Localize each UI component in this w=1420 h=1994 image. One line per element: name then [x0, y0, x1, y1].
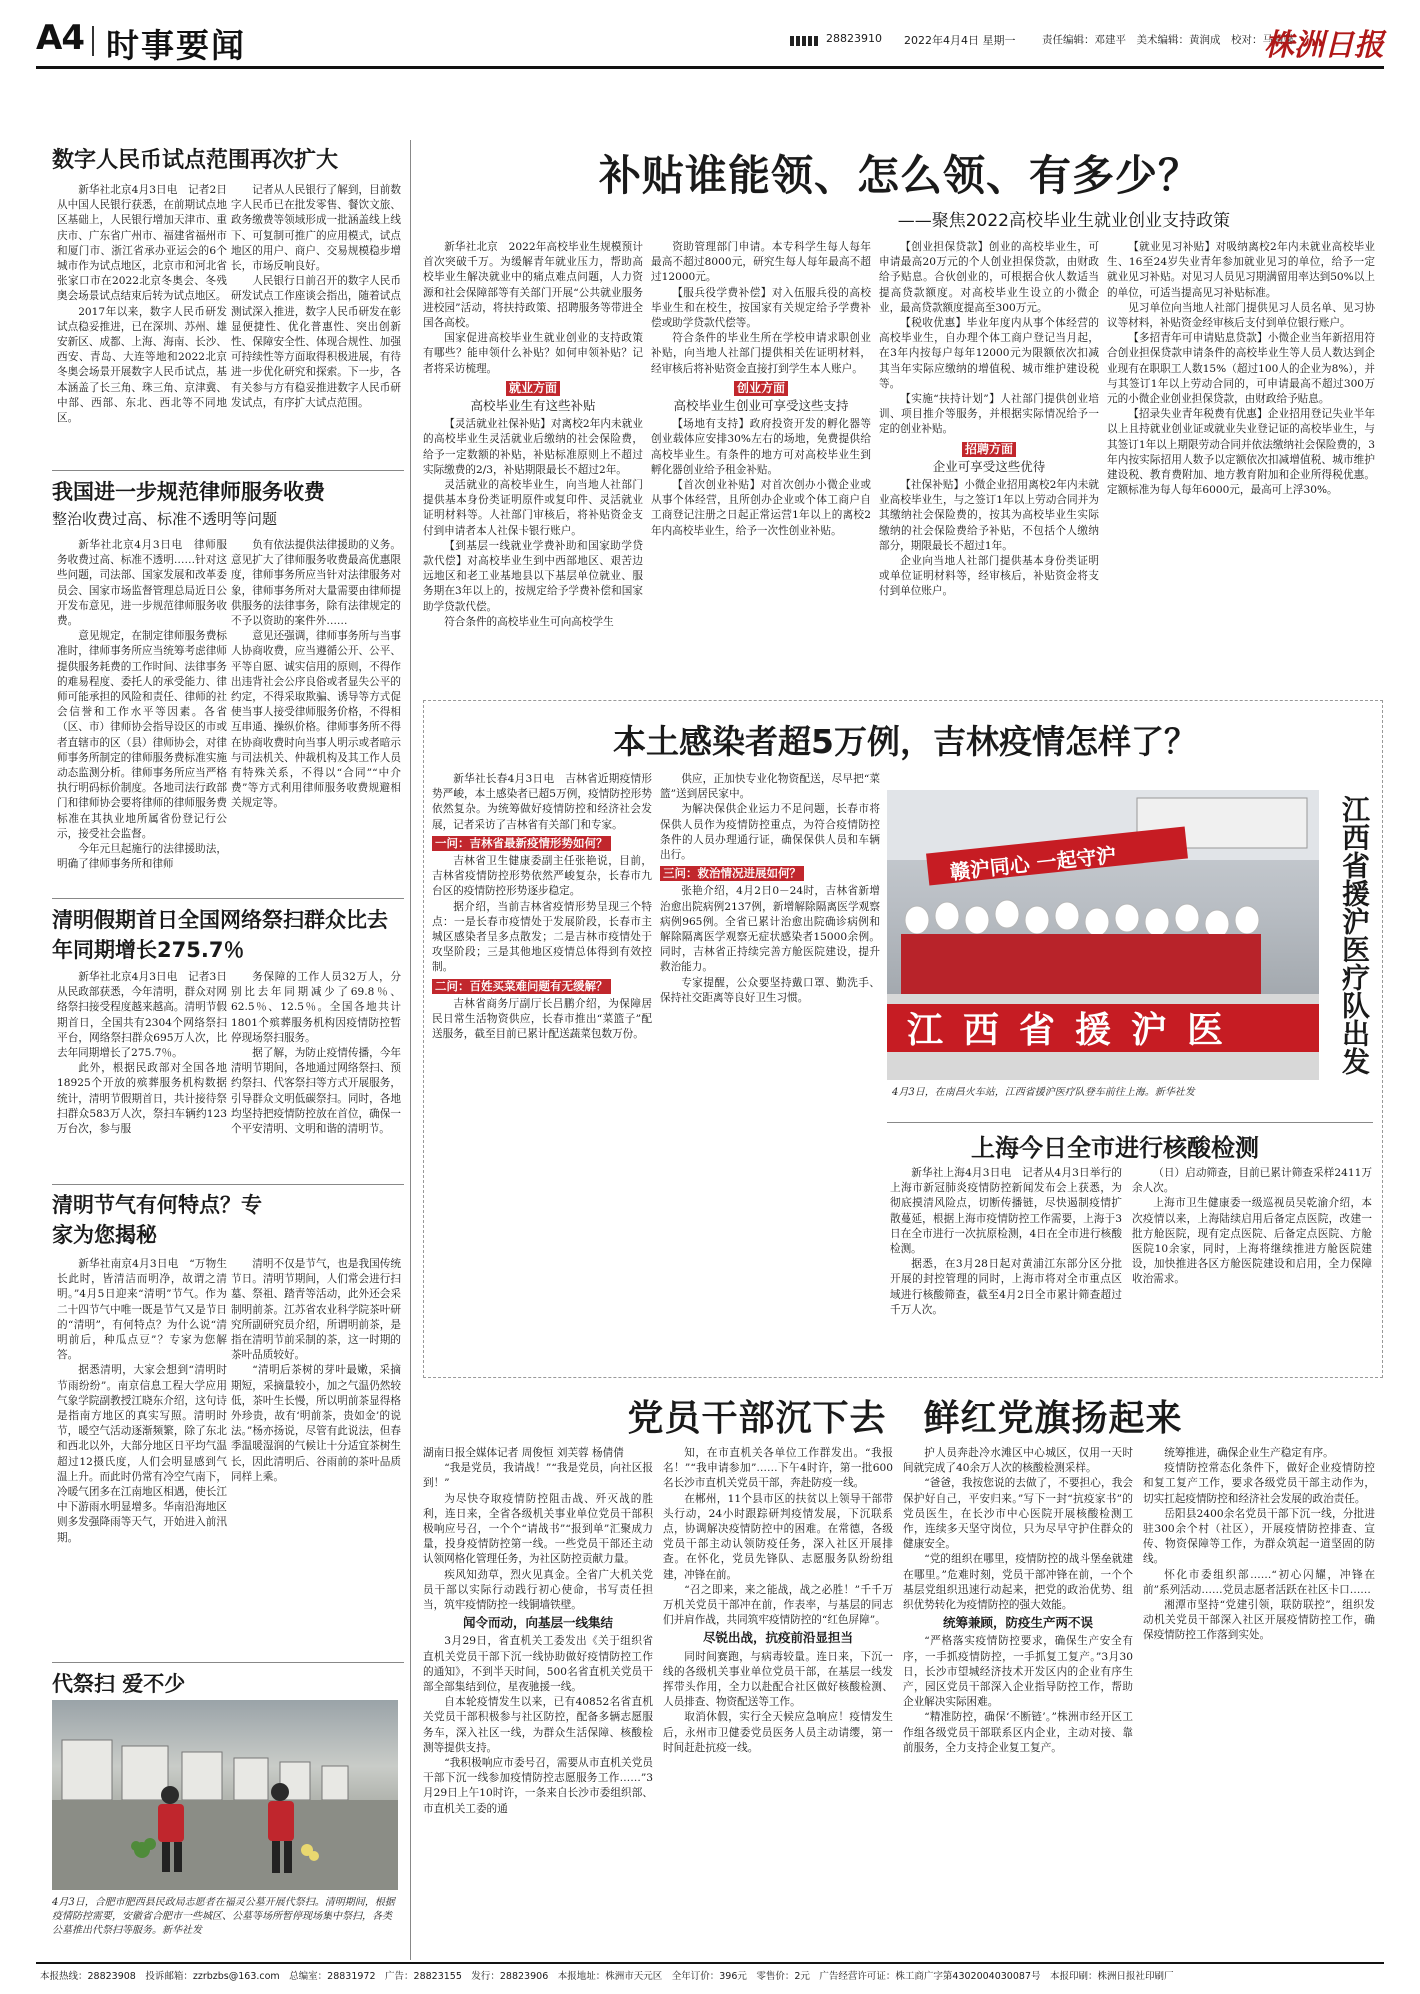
- jilin-paragraph: 据介绍，当前吉林省疫情形势呈现三个特点：一是长春市疫情处于发展阶段，长春市主城区感染者呈多点散发；二是吉林市疫情处于攻坚阶段；三是其他地区疫情总体得到有效控制。: [432, 900, 652, 974]
- rmb-paragraph: 记者从人民银行了解到，目前数字人民币已在批发零售、餐饮文旅、政务缴费等领域形成一批涵盖线上线下、可复制可推广的应用模式，试点地区的用户、商户、交易规模稳步增长，市场反响良好。: [231, 184, 401, 273]
- party-byline: 湖南日报全媒体记者 周俊恒 刘芙蓉 杨倩倩: [423, 1447, 624, 1459]
- qingming-col1: [57, 970, 227, 1180]
- jilin-paragraph: 张艳介绍，4月2日0－24时，吉林省新增治愈出院病例2137例，新增解除隔离医学观察病例965例。全省已累计治愈出院确诊病例和解除隔离医学观察无症状感染者15000余例。同时，吉林省正持续完善方舱医院建设，提升救治能力。: [660, 885, 880, 974]
- subsidy-tag: [651, 381, 871, 396]
- party-paragraph: “我是党员，我请战！”“我是党员，向社区报到！”: [423, 1462, 653, 1490]
- subsidy-paragraph: 【灵活就业社保补贴】对离校2年内未就业的高校毕业生灵活就业后缴纳的社会保险费，给予一定数额的补贴，补贴标准原则上不超过实际缴费的2/3，补贴期限最长不超过2年。: [423, 418, 643, 476]
- medical-team-illustration: [887, 790, 1319, 1080]
- jieqi-paragraph: 新华社南京4月3日电 “万物生长此时，皆清洁而明净，故谓之清明。”4月5日迎来“清明”节气。作为二十四节气中唯一既是节气又是节日的“清明”，有何特点？为什么说“清明前后，种瓜点豆”？专家为您解答。: [57, 1258, 227, 1362]
- divider: [52, 1662, 404, 1663]
- subsidy-subtitle: ——聚焦2022高校毕业生就业创业支持政策: [897, 211, 1230, 231]
- party-subhead: 统筹兼顾，防疫生产两不误: [942, 1615, 1093, 1631]
- party-paragraph: 怀化市委组织部……“初心闪耀，冲锋在前”系列活动……党员志愿者活跃在社区卡口……: [1143, 1568, 1375, 1596]
- shanghai-paragraph: 上海市卫生健康委一级巡视员吴乾渝介绍，本次疫情以来，上海陆续启用后备定点医院，改建一批方舱医院，现有定点医院、后备定点医院、方舱医院10余家，同时，上海将继续推进方舱医院建设，加快推进各区方舱医院建设和启用，全力保障收治需求。: [1132, 1197, 1372, 1286]
- party-paragraph: 统筹推进，确保企业生产稳定有序。: [1164, 1447, 1334, 1459]
- header-bar-mark: [790, 36, 820, 46]
- footer-rule: [36, 1962, 1384, 1964]
- subsidy-paragraph: 【创业担保贷款】创业的高校毕业生，可申请最高20万元的个人创业担保贷款，由财政给予贴息。合伙创业的，可根据合伙人数适当提高贷款额度。对高校毕业生设立的小微企业，最高贷款额度提高至300万元。: [879, 241, 1099, 314]
- rmb-paragraph: 新华社北京4月3日电 记者2日从中国人民银行获悉，在前期试点地区基础上，人民银行增加天津市、重庆市、广东省广州市、福建省福州市和厦门市、浙江省承办亚运会的6个城市作为试点地区，北京市和河北省张家口市在2022北京冬奥会、冬残奥会场景试点结束后转为试点地区。: [57, 184, 227, 303]
- medical-team-photo: [887, 790, 1319, 1080]
- jilin-col2: [660, 772, 880, 1370]
- header-phone: 28823910: [826, 32, 882, 45]
- party-paragraph: 疾风知劲草，烈火见真金。全省广大机关党员干部以实际行动践行初心使命，书写责任担当，筑牢疫情防控一线铜墙铁壁。: [423, 1568, 653, 1612]
- header-editors: 责任编辑：邓建平 美术编辑：黄润成 校对：马婧馨: [1042, 34, 1294, 46]
- subsidy-paragraph: 【场地有支持】政府投资开发的孵化器等创业载体应安排30%左右的场地，免费提供给高校毕业生。有条件的地方可对高校毕业生到孵化器创业给予租金补贴。: [651, 418, 871, 476]
- party-paragraph: “精准防控，确保‘不断链’。”株洲市经开区工作组各级党员干部联系区内企业，主动对接、靠前服务，全力支持企业复工复产。: [903, 1711, 1133, 1754]
- subsidy-col1: [423, 240, 643, 680]
- shanghai-paragraph: 新华社上海4月3日电 记者从4月3日举行的上海市新冠肺炎疫情防控新闻发布会上获悉，为彻底摸清风险点，切断传播链，尽快遏制疫情扩散蔓延，根据上海市疫情防控工作需要，上海于3日在全市进行一次抗原检测，4日在全市进行核酸检测。: [890, 1167, 1122, 1256]
- party-subhead: 闻令而动，向基层一线集结: [462, 1615, 613, 1631]
- rmb-title: 数字人民币试点范围再次扩大: [52, 148, 339, 173]
- jilin-title: 本土感染者超5万例，吉林疫情怎样了？: [613, 722, 1197, 761]
- party-paragraph: “严格落实疫情防控要求，确保生产安全有序，一手抓疫情防控，一手抓复工复产。”3月30日，长沙市望城经济技术开发区内的企业有序生产，园区党员干部深入企业指导防控工作，帮助企业解决实际困难。: [903, 1635, 1133, 1709]
- lawyer-paragraph: 新华社北京4月3日电 律师服务收费过高、标准不透明……针对这些问题，司法部、国家发展和改革委员会、国家市场监督管理总局近日公开发布意见，进一步规范律师服务收费。: [57, 539, 227, 628]
- footer-info: 本报热线：28823908 投诉邮箱：zzrbzbs@163.com 总编室：28831972 广告：28823155 发行：28823906 本报地址：株洲市天元区 全年订价：396元 零售价：2元 广告经营许可证：株工商广字第4302004030087号 本报印刷：株洲日报社印刷厂: [40, 1971, 1174, 1982]
- subsidy-paragraph: 灵活就业的高校毕业生，向当地人社部门提供基本身份类证明原件或复印件、灵活就业证明材料等。人社部门审核后，将补贴资金支付到申请者本人社保卡银行账户。: [423, 479, 643, 537]
- party-col4: [1143, 1446, 1375, 1952]
- subsidy-paragraph: 【就业见习补贴】对吸纳离校2年内未就业高校毕业生、16至24岁失业青年参加就业见习的单位，给予一定就业见习补贴。对见习人员见习期满留用率达到50%以上的单位，可适当提高见习补贴标准。: [1107, 241, 1375, 299]
- subsidy-subhead: 高校毕业生有这些补贴: [470, 398, 596, 414]
- question-tag: 一问：吉林省最新疫情形势如何？: [432, 836, 611, 851]
- lawyer-paragraph: 意见还强调，律师事务所与当事人协商收费，应当遵循公开、公平、平等自愿、诚实信用的原则，不得作出违背社会公序良俗或者显失公平的约定，不得采取欺骗、诱导等方式促使当事人接受律师服务价格，不得相互串通、操纵价格。律师事务所不得在协商收费时向当事人明示或者暗示与司法机关、仲裁机构及其工作人员有特殊关系，不得以“合同”“中介费”等方式利用律师服务收费规避相关规定等。: [231, 630, 401, 810]
- lawyer-col1: [57, 538, 227, 893]
- subsidy-subhead: 高校毕业生创业可享受这些支持: [673, 398, 849, 414]
- daiji-caption: 4月3日，合肥市肥西县民政局志愿者在福灵公墓开展代祭扫。清明期间，根据疫情防控需要，安徽省合肥市一些城区、公墓等场所暂停现场集中祭扫，各类公墓推出代祭扫等服务。新华社发: [52, 1897, 395, 1936]
- jilin-question: [432, 836, 652, 851]
- party-paragraph: 疫情防控常态化条件下，做好企业疫情防控和复工复产工作，要求各级党员干部主动作为，切实扛起疫情防控和经济社会发展的政治责任。: [1143, 1462, 1375, 1505]
- question-tag: 二问：百姓买菜难问题有无缓解？: [432, 979, 611, 994]
- party-paragraph: 知，在市直机关各单位工作群发出。“我报名！”“我申请参加”……下午4时许，第一批600名长沙市直机关党员干部，奔赴防疫一线。: [663, 1447, 893, 1490]
- party-paragraph: 自本轮疫情发生以来，已有40852名省直机关党员干部积极参与社区防控，配备多辆志愿服务车，深入社区一线，为群众生活保障、核酸检测等提供支持。: [423, 1696, 653, 1754]
- jieqi-paragraph: 清明不仅是节气，也是我国传统节日。清明节期间，人们常会进行扫墓、祭祖、踏青等活动，此外还会采制明前茶。江苏省农业科学院茶叶研究所副研究员介绍，所谓明前茶，是指在清明节前采制的茶，这一时期的茶叶品质较好。: [231, 1258, 401, 1362]
- lawyer-col2: [231, 538, 401, 893]
- divider: [52, 1184, 404, 1185]
- divider: [887, 1122, 1373, 1123]
- party-paragraph: 护人员奔赴冷水滩区中心城区，仅用一天时间就完成了40余万人次的核酸检测采样。: [903, 1447, 1133, 1475]
- jieqi-title: 清明节气有何特点？专家为您揭秘: [52, 1193, 262, 1247]
- jilin-paragraph: 吉林省卫生健康委副主任张艳说，目前，吉林省疫情防控形势依然严峻复杂，长春市九台区的疫情防控形势逐步稳定。: [432, 855, 652, 898]
- jilin-question: [660, 866, 880, 881]
- party-paragraph: 岳阳县2400余名党员干部下沉一线，分批进驻300余个村（社区），开展疫情防控排查、宣传、物资保障等工作，为群众筑起一道坚固的防线。: [1143, 1507, 1375, 1566]
- page-number: A4: [36, 18, 84, 58]
- shanghai-col2: [1132, 1166, 1372, 1371]
- banner-text: 赣沪同心 一起守沪: [948, 842, 1118, 885]
- section-tag: 招聘方面: [962, 442, 1016, 457]
- shanghai-col1: [890, 1166, 1122, 1371]
- subsidy-paragraph: 资助管理部门申请。本专科学生每人每年最高不超过8000元，研究生每人每年最高不超过12000元。: [651, 241, 871, 284]
- subsidy-tag: [423, 381, 643, 396]
- question-tag: 三问：救治情况进展如何？: [660, 866, 804, 881]
- jieqi-paragraph: 据悉清明，大家会想到“清明时节雨纷纷”。南京信息工程大学应用气象学院副教授江晓东介绍，这句诗是指南方地区的真实写照。清明时节，暖空气活动逐渐频繁，除了东北和西北以外，大部分地区日平均气温超过12摄氏度，人们会明显感到气温上升。而此时仍常有冷空气南下，冷暖气团多在江南地区相遇，使长江中下游雨水明显增多。华南沿海地区则多发强降雨等天气，开始进入前汛期。: [57, 1364, 227, 1544]
- subsidy-paragraph: 符合条件的毕业生所在学校申请求职创业补贴，向当地人社部门提供相关佐证明材料，经审核后将补贴资金直接打到学生本人账户。: [651, 332, 871, 375]
- subsidy-paragraph: 【多招青年可申请贴息贷款】小微企业当年新招用符合创业担保贷款申请条件的高校毕业生等人员人数达到企业现有在职职工人数15%（超过100人的企业为8%），并与其签订1年以上劳动合同的，可申请最高不超过300万元的小微企业创业担保贷款，由财政给予贴息。: [1107, 332, 1375, 406]
- header-date: 2022年4月4日 星期一: [904, 34, 1016, 47]
- subsidy-paragraph: 【税收优惠】毕业年度内从事个体经营的高校毕业生，自办理个体工商户登记当月起，在3年内按每户每年12000元为限额依次扣减其当年实际应缴纳的增值税、城市维护建设税等。: [879, 317, 1099, 390]
- lawyer-paragraph: 负有依法提供法律援助的义务。意见扩大了律师服务收费最高优惠限度，律师事务所应当针对法律服务对象，律师事务所对大量需要由律师提供服务的法律事务，除有法律规定的不予以资助的案件外……: [231, 539, 401, 628]
- party-paragraph: “党的组织在哪里，疫情防控的战斗堡垒就建在哪里。”危难时刻，党员干部冲锋在前，一个个基层党组织迅速行动起来，把党的政治优势、组织优势转化为疫情防控的强大效能。: [903, 1553, 1133, 1612]
- shanghai-paragraph: 据悉，在3月28日起对黄浦江东部分区分批开展的封控管理的同时，上海市将对全市重点区域进行核酸筛查，截至4月2日全市累计筛查超过千万人次。: [890, 1258, 1122, 1316]
- party-col3: [903, 1446, 1133, 1952]
- qingming-col2: [231, 970, 401, 1180]
- subsidy-paragraph: 符合条件的高校毕业生可向高校学生: [444, 615, 614, 628]
- jilin-paragraph: 供应，正加快专业化物资配送，尽早把“菜篮”送到居民家中。: [660, 773, 880, 801]
- section-name: 时事要闻: [106, 26, 246, 65]
- section-tag: 就业方面: [506, 381, 560, 396]
- jiangxi-vertical-title: 江西省援沪医疗队出发: [1338, 795, 1371, 1075]
- subsidy-paragraph: 【服兵役学费补偿】对入伍服兵役的高校毕业生和在校生，按国家有关规定给予学费补偿或助学贷款代偿等。: [651, 286, 871, 330]
- cemetery-illustration: [52, 1700, 398, 1890]
- section-divider: [92, 26, 94, 56]
- shanghai-paragraph: （日）启动筛查，目前已累计筛查采样2411万余人次。: [1132, 1167, 1372, 1195]
- lawyer-paragraph: 意见规定，在制定律师服务费标准时，律师事务所应当统筹考虑律师提供服务耗费的工作时间、法律事务的难易程度、委托人的承受能力、律师可能承担的风险和责任、律师的社会信誉和工作水平等因素。各省（区、市）律师协会指导设区的市或者直辖市的区（县）律师协会，对律师事务所制定的律师服务费标准实施动态监测分析。律师事务所应当严格执行明码标价制度。各地司法行政部门和律师协会要将律师的律师服务费标准在其执业地所属省份登记行公示，接受社会监督。: [57, 630, 227, 840]
- party-subhead: 尽锐出战，抗疫前沿显担当: [702, 1630, 853, 1646]
- qingming-paragraph: 据了解，为防止疫情传播，今年清明节期间，各地通过网络祭扫、预约祭扫、代客祭扫等方式开展服务，引导群众文明低碳祭扫。同时，各地均坚持把疫情防控放在首位，确保一个平安清明、文明和谐的清明节。: [231, 1047, 401, 1136]
- subsidy-title: 补贴谁能领、怎么领、有多少？: [598, 151, 1201, 200]
- party-paragraph: “我积极响应市委号召，需要从市直机关党员干部下沉一线参加疫情防控志愿服务工作……”3月29日上午10时许，一条来自长沙市委组织部、市直机关工委的通: [423, 1757, 653, 1815]
- jilin-paragraph: 为解决保供企业运力不足问题，长春市将保供人员作为疫情防控重点，为符合疫情防控条件的人员办理通行证，确保保供人员和车辆出行。: [660, 803, 880, 862]
- column-rule: [410, 140, 411, 1960]
- subsidy-paragraph: 【到基层一线就业学费补助和国家助学贷款代偿】对高校毕业生到中西部地区、艰苦边远地区和老工业基地县以下基层单位就业、服务期在3年以上的，按规定给予学费补偿和国家助学贷款代偿。: [423, 539, 643, 613]
- jilin-paragraph: 吉林省商务厅副厅长吕鹏介绍，为保障居民日常生活物资供应，长春市推出“菜篮子”配送服务，截至目前已累计配送蔬菜包数万份。: [432, 997, 652, 1041]
- subsidy-paragraph: 【首次创业补贴】对首次创办小微企业或从事个体经营，且所创办企业或个体工商户自工商登记注册之日起正常运营1年以上的离校2年内高校毕业生，给予一次性创业补贴。: [651, 479, 871, 537]
- jilin-paragraph: 专家提醒，公众要坚持戴口罩、勤洗手、保持社交距离等良好卫生习惯。: [660, 976, 880, 1004]
- lawyer-subtitle: 整治收费过高、标准不透明等问题: [52, 510, 278, 528]
- subsidy-paragraph: 【招录失业青年税费有优惠】企业招用登记失业半年以上且持就业创业证或就业失业登记证的高校毕业生，与其签订1年以上期限劳动合同并依法缴纳社会保险费的，3年内按实际招用人数予以定额依次扣减增值税、城市维护建设税、教育费附加、地方教育附加和企业所得税优惠。定额标准为每人每年6000元，最高可上浮30%。: [1107, 408, 1375, 497]
- party-paragraph: 取消休假，实行全天候应急响应！疫情发生后，永州市卫健委党员医务人员主动请缨，第一时间赶赴抗疫一线。: [663, 1711, 893, 1754]
- jieqi-paragraph: “清明后茶树的芽叶最嫩，采摘期短，采摘量较小，加之气温仍然较低，茶叶生长慢，所以明前茶显得格外珍贵，故有‘明前茶，贵如金’的说法。”杨亦扬说，尽管有此说法，但春季温暖湿润的气候让十分适宜茶树生长，因此清明后、谷雨前的茶叶品质同样上乘。: [231, 1364, 401, 1483]
- rmb-paragraph: 2017年以来，数字人民币研发试点稳妥推进，已在深圳、苏州、雄安新区、成都、上海、海南、长沙、西安、青岛、大连等地和2022北京冬奥会场景开展数字人民币试点，基本涵盖了长三角、珠三角、京津冀、中部、西部、东北、西北等不同地区。: [57, 305, 227, 425]
- rmb-paragraph: 人民银行日前召开的数字人民币研发试点工作座谈会指出，随着试点测试深入推进，数字人民币研发在彰显便捷性、优化普惠性、突出创新性、保障安全性、体现合规性、加强可持续性等方面取得积极进展，有待进一步优化研究和探索。下一步，各有关参与方有稳妥推进数字人民币研发试点，有序扩大试点范围。: [231, 275, 401, 409]
- rmb-col2: [231, 183, 401, 465]
- subsidy-paragraph: 新华社北京 2022年高校毕业生规模预计首次突破千万。为缓解青年就业压力，帮助高校毕业生解决就业中的痛点难点问题，人力资源和社会保障部等有关部门开展“公共就业服务进校园”活动，将扶持政策、招聘服务等带进全国各高校。: [423, 241, 643, 330]
- subsidy-col2: [651, 240, 871, 680]
- medical-photo-caption: 4月3日，在南昌火车站，江西省援沪医疗队登车前往上海。新华社发: [892, 1087, 1195, 1098]
- subsidy-tag: [879, 442, 1099, 457]
- party-title: 党员干部沉下去 鲜红党旗扬起来: [627, 1398, 1183, 1439]
- shanghai-title: 上海今日全市进行核酸检测: [971, 1134, 1259, 1162]
- subsidy-paragraph: 【社保补贴】小微企业招用离校2年内未就业高校毕业生，与之签订1年以上劳动合同并为其缴纳社会保险费的，按其为高校毕业生实际缴纳的社会保险费给予补贴，不包括个人缴纳部分，期限最长不超过1年。: [879, 479, 1099, 552]
- party-paragraph: “爸爸，我按您说的去做了，不要担心，我会保护好自己，平安归来。”写下一封“抗疫家书”的党员医生，在长沙市中心医院开展核酸检测工作，连续多天坚守岗位，只为尽早守护住群众的健康安全。: [903, 1477, 1133, 1551]
- daiji-title: 代祭扫 爱不少: [52, 1672, 186, 1696]
- party-paragraph: 在郴州，11个县市区的扶贫以上领导干部带头行动，24小时跟踪研判疫情发展，下沉联系点，协调解决疫情防控中的困难。在常德，各级党员干部主动认领防疫任务，深入社区开展排查。在怀化，党员先锋队、志愿服务队纷纷组建，冲锋在前。: [663, 1492, 893, 1581]
- divider: [52, 898, 404, 899]
- lawyer-title: 我国进一步规范律师服务收费: [52, 480, 325, 504]
- subsidy-col4: [1107, 240, 1375, 680]
- rmb-col1: [57, 183, 227, 465]
- subsidy-col3: [879, 240, 1099, 680]
- divider: [52, 470, 404, 471]
- party-paragraph: 同时间赛跑，与病毒较量。连日来，下沉一线的各级机关事业单位党员干部，在基层一线发挥带头作用，全力以赴配合社区做好核酸检测、人员排查、物资配送等工作。: [663, 1650, 893, 1709]
- subsidy-subhead: 企业可享受这些优待: [932, 458, 1046, 474]
- daiji-photo: [52, 1700, 398, 1890]
- newspaper-logo: 株洲日报: [1264, 28, 1384, 63]
- party-col1: [423, 1446, 653, 1952]
- section-tag: 创业方面: [734, 381, 788, 396]
- subsidy-paragraph: 见习单位向当地人社部门提供见习人员名单、见习协议等材料，补贴资金经审核后支付到单位银行账户。: [1107, 301, 1375, 330]
- party-paragraph: “召之即来，来之能战，战之必胜！”千千万万机关党员干部冲在前，作表率，与基层的同志们并肩作战，共同筑牢疫情防控的“红色屏障”。: [663, 1583, 893, 1627]
- masthead: [36, 18, 1384, 65]
- subsidy-paragraph: 【实施“扶持计划”】人社部门提供创业培训、项目推介等服务，并根据实际情况给予一定的创业补贴。: [879, 393, 1099, 436]
- party-paragraph: 湘潭市坚持“党建引领，联防联控”，组织发动机关党员干部深入社区开展疫情防控工作，确保疫情防控工作落到实处。: [1143, 1599, 1375, 1642]
- jilin-col1: [432, 772, 652, 1370]
- lawyer-paragraph: 今年元旦起施行的法律援助法，明确了律师事务所和律师: [57, 843, 227, 871]
- party-col2: [663, 1446, 893, 1952]
- jilin-question: [432, 979, 652, 994]
- subsidy-paragraph: 国家促进高校毕业生就业创业的支持政策有哪些？能申领什么补贴？如何申领补贴？记者将采访梳理。: [423, 332, 643, 375]
- jieqi-col1: [57, 1257, 227, 1657]
- party-paragraph: 为尽快夺取疫情防控阻击战、歼灭战的胜利，连日来，全省各级机关事业单位党员干部积极响应号召，一个个“请战书”“报到单”汇聚成力量，投身疫情防控第一线。一些党员干部还主动认领网格化管理任务，为社区防控贡献力量。: [423, 1492, 653, 1566]
- jieqi-col2: [231, 1257, 401, 1657]
- qingming-paragraph: 务保障的工作人员32万人，分别比去年同期减少了69.8％、62.5％、12.5％。全国各地共计1801个殡葬服务机构因疫情防控暂停现场祭扫服务。: [231, 971, 401, 1044]
- subsidy-paragraph: 企业向当地人社部门提供基本身份类证明或单位证明材料等，经审核后，补贴资金将支付到单位账户。: [879, 555, 1099, 598]
- jilin-paragraph: 新华社长春4月3日电 吉林省近期疫情形势严峻，本土感染者已超5万例，疫情防控形势依然复杂。为统筹做好疫情防控和经济社会发展，记者采访了吉林省有关部门和专家。: [432, 773, 652, 831]
- qingming-paragraph: 此外，根据民政部对全国各地18925个开放的殡葬服务机构数据统计，清明节假期首日，共计接待祭扫群众583万人次，祭扫车辆约123万台次，参与服: [57, 1062, 227, 1136]
- banner-text: 江西省援沪医: [907, 1010, 1244, 1051]
- qingming-title: 清明假期首日全国网络祭扫群众比去年同期增长275.7％: [52, 908, 388, 962]
- qingming-paragraph: 新华社北京4月3日电 记者3日从民政部获悉，今年清明，群众对网络祭扫接受程度越来越高。清明节假期首日，全国共有2304个网络祭扫平台，网络祭扫群众695万人次，比去年同期增长了275.7％。: [57, 971, 227, 1060]
- header-rule: [36, 66, 1384, 69]
- party-paragraph: 3月29日，省直机关工委发出《关于组织省直机关党员干部下沉一线协助做好疫情防控工作的通知》，不到半天时间，500名省直机关党员干部全部集结到位，星夜驰援一线。: [423, 1635, 653, 1694]
